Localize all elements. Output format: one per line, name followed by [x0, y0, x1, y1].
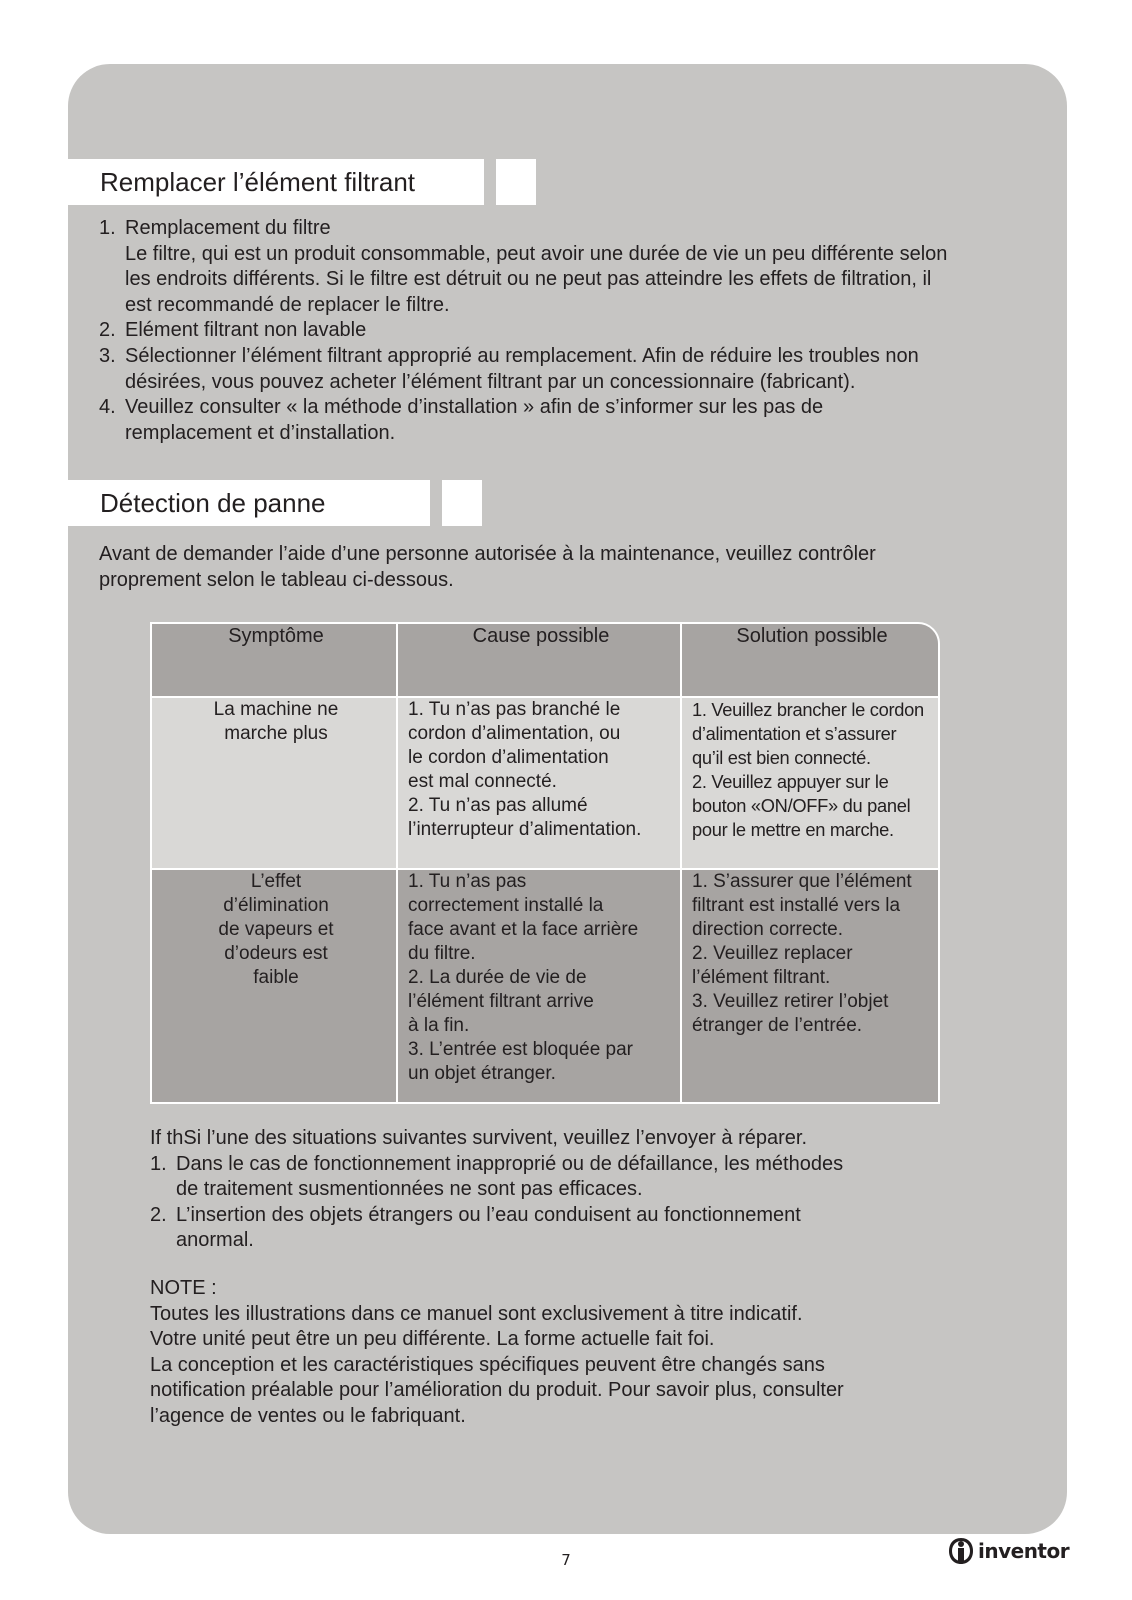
cell-text-line: de vapeurs et — [218, 919, 334, 940]
list-item-text: Sélectionner l’élément filtrant approprié au remplacement. Afin de réduire les troubles non — [125, 344, 919, 367]
cause-cell — [397, 869, 681, 1102]
cell-text-line: La machine ne — [213, 699, 339, 720]
list-item-text: anormal. — [176, 1229, 254, 1252]
brand-logo — [948, 1536, 1069, 1566]
repair-lead: If thSi l’une des situations suivantes survivent, veuillez l’envoyer à réparer. — [150, 1127, 808, 1149]
repair-conditions — [150, 1126, 843, 1254]
list-item-text: les endroits différents. Si le filtre est détruit ou ne peut pas atteindre les effets de filtration, il — [125, 268, 932, 291]
cell-text-line: 2. Veuillez appuyer sur le — [692, 771, 889, 792]
section-title-marker — [496, 159, 536, 205]
cell-text-line: filtrant est installé vers la — [692, 895, 901, 916]
cell-text-line: qu’il est bien connecté. — [692, 747, 871, 768]
intro-line: proprement selon le tableau ci-dessous. — [99, 568, 454, 591]
cell-text-line: face avant et la face arrière — [408, 919, 639, 940]
solution-cell — [681, 697, 938, 869]
cell-text-line: étranger de l’entrée. — [692, 1015, 863, 1036]
note-label: NOTE : — [150, 1277, 217, 1299]
list-item-number: 1. — [150, 1152, 167, 1175]
cell-text-line: d’élimination — [223, 895, 329, 916]
filter-replacement-list — [99, 216, 947, 446]
intro-line: Avant de demander l’aide d’une personne autorisée à la maintenance, veuillez contrôler — [99, 543, 876, 565]
cell-text-line: du filtre. — [408, 943, 476, 964]
section-title-marker — [442, 480, 482, 526]
symptom-cell — [152, 697, 397, 869]
cell-text-line: l’élément filtrant. — [692, 967, 831, 988]
table-row — [152, 697, 938, 869]
cell-text-line: 1. S’assurer que l’élément — [692, 871, 912, 892]
list-item-number: 1. — [99, 217, 116, 239]
list-item-text: désirées, vous pouvez acheter l’élément filtrant par un concessionnaire (fabricant). — [125, 370, 856, 393]
cell-text-line: d’alimentation et s’assurer — [692, 723, 897, 744]
list-item — [150, 1203, 843, 1254]
cell-text-line: à la fin. — [408, 1015, 470, 1036]
column-header-cause: Cause possible — [397, 624, 681, 697]
list-item — [99, 395, 947, 446]
note-line: La conception et les caractéristiques spécifiques peuvent être changés sans — [150, 1353, 825, 1376]
cell-text-line: bouton «ON/OFF» du panel — [692, 795, 911, 816]
list-item-number: 3. — [99, 344, 116, 367]
column-header-solution: Solution possible — [681, 624, 938, 697]
troubleshooting-intro — [99, 542, 876, 593]
cell-text-line: 1. Tu n’as pas — [408, 871, 527, 892]
list-item-text: de traitement susmentionnées ne sont pas efficaces. — [176, 1178, 643, 1201]
list-item-text: Veuillez consulter « la méthode d’installation » afin de s’informer sur les pas de — [125, 396, 824, 419]
note-block — [150, 1276, 844, 1430]
cell-text-line: 3. L’entrée est bloquée par — [408, 1039, 634, 1060]
list-item-text: Elément filtrant non lavable — [125, 319, 367, 342]
list-item — [99, 318, 947, 344]
column-header-symptom: Symptôme — [152, 624, 397, 697]
page-number: 7 — [561, 1551, 571, 1569]
cell-text-line: l’interrupteur d’alimentation. — [408, 819, 642, 840]
cell-text-line: correctement installé la — [408, 895, 604, 916]
cell-text-line: direction correcte. — [692, 919, 844, 940]
solution-cell — [681, 869, 938, 1102]
list-item-text: Le filtre, qui est un produit consommable, peut avoir une durée de vie un peu différente selon — [125, 242, 948, 265]
cell-text-line: le cordon d’alimentation — [408, 747, 609, 768]
symptom-cell — [152, 869, 397, 1102]
troubleshooting-table — [150, 622, 940, 1104]
list-item-text: Remplacement du filtre — [125, 217, 331, 239]
section-title-troubleshooting: Détection de panne — [68, 480, 430, 526]
cell-text-line: un objet étranger. — [408, 1063, 556, 1084]
list-item-number: 4. — [99, 396, 116, 419]
inventor-logo-icon — [948, 1537, 974, 1565]
cell-text-line: L’effet — [250, 871, 302, 892]
list-item-text: L’insertion des objets étrangers ou l’eau conduisent au fonctionnement — [176, 1203, 801, 1226]
list-item — [99, 216, 947, 318]
cause-cell — [397, 697, 681, 869]
list-item — [99, 344, 947, 395]
list-item-text: est recommandé de replacer le filtre. — [125, 293, 450, 316]
note-line: l’agence de ventes ou le fabriquant. — [150, 1404, 466, 1427]
cell-text-line: est mal connecté. — [408, 771, 557, 792]
brand-name: inventor — [978, 1539, 1070, 1563]
cell-text-line: cordon d’alimentation, ou — [408, 723, 621, 744]
note-line: notification préalable pour l’amélioration du produit. Pour savoir plus, consulter — [150, 1379, 844, 1402]
cell-text-line: 2. La durée de vie de — [408, 967, 587, 988]
list-item-text: Dans le cas de fonctionnement inapproprié ou de défaillance, les méthodes — [176, 1152, 844, 1175]
cell-text-line: l’élément filtrant arrive — [408, 991, 594, 1012]
cell-text-line: 3. Veuillez retirer l’objet — [692, 991, 889, 1012]
list-item — [150, 1152, 843, 1203]
table-row — [152, 869, 938, 1102]
cell-text-line: faible — [253, 967, 299, 988]
cell-text-line: marche plus — [224, 723, 328, 744]
cell-text-line: 2. Tu n’as pas allumé — [408, 795, 588, 816]
cell-text-line: d’odeurs est — [224, 943, 328, 964]
cell-text-line: pour le mettre en marche. — [692, 819, 894, 840]
cell-text-line: 1. Tu n’as pas branché le — [408, 699, 621, 720]
note-line: Votre unité peut être un peu différente. La forme actuelle fait foi. — [150, 1328, 715, 1351]
list-item-number: 2. — [150, 1203, 167, 1226]
cell-text-line: 1. Veuillez brancher le cordon — [692, 699, 924, 720]
list-item-number: 2. — [99, 319, 116, 342]
cell-text-line: 2. Veuillez replacer — [692, 943, 853, 964]
note-line: Toutes les illustrations dans ce manuel sont exclusivement à titre indicatif. — [150, 1302, 803, 1325]
section-title-filter-replacement: Remplacer l’élément filtrant — [68, 159, 484, 205]
list-item-text: remplacement et d’installation. — [125, 421, 396, 444]
